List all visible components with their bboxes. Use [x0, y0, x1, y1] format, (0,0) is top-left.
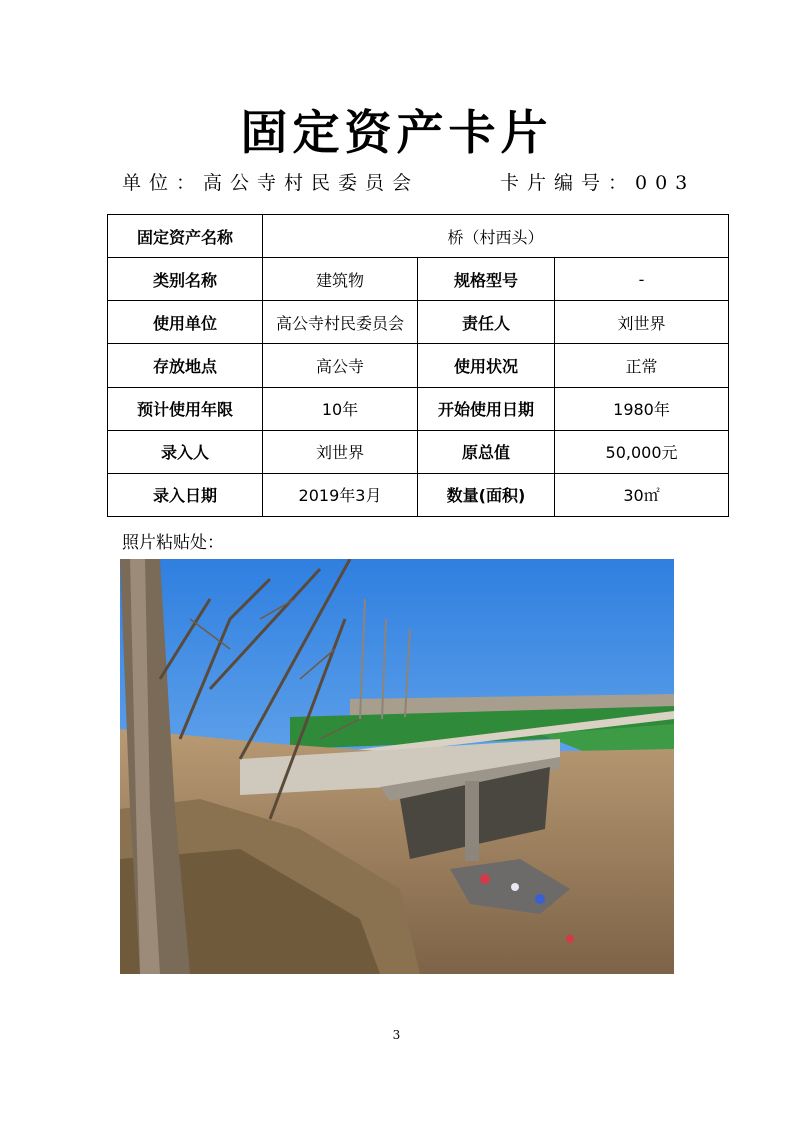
asset-name-value: 桥（村西头）	[263, 215, 729, 258]
table-row	[108, 215, 729, 258]
unit-label: 单位：高公寺村民委员会	[122, 172, 420, 194]
asset-photo	[120, 559, 674, 974]
quantity-label: 数量(面积)	[418, 473, 555, 516]
table-row	[108, 387, 729, 430]
category-label: 类别名称	[108, 258, 263, 301]
entered-by-value: 刘世界	[263, 430, 418, 473]
responsible-value: 刘世界	[555, 301, 729, 344]
original-value-value: 50,000元	[555, 430, 729, 473]
original-value-label: 原总值	[418, 430, 555, 473]
entry-date-value: 2019年3月	[263, 473, 418, 516]
photo-label: 照片粘贴处：	[122, 533, 224, 553]
page-title: 固定资产卡片	[240, 106, 553, 161]
status-label: 使用状况	[418, 344, 555, 387]
entry-date-label: 录入日期	[108, 473, 263, 516]
category-value: 建筑物	[263, 258, 418, 301]
start-date-label: 开始使用日期	[418, 387, 555, 430]
location-label: 存放地点	[108, 344, 263, 387]
table-row	[108, 258, 729, 301]
start-date-value: 1980年	[555, 387, 729, 430]
life-value: 10年	[263, 387, 418, 430]
table-row	[108, 301, 729, 344]
spec-label: 规格型号	[418, 258, 555, 301]
responsible-label: 责任人	[418, 301, 555, 344]
user-unit-value: 高公寺村民委员会	[263, 301, 418, 344]
spec-value: -	[555, 258, 729, 301]
quantity-value: 30㎡	[555, 473, 729, 516]
asset-table	[107, 214, 729, 517]
asset-name-label: 固定资产名称	[108, 215, 263, 258]
user-unit-label: 使用单位	[108, 301, 263, 344]
table-row	[108, 430, 729, 473]
location-value: 高公寺	[263, 344, 418, 387]
status-value: 正常	[555, 344, 729, 387]
life-label: 预计使用年限	[108, 387, 263, 430]
entered-by-label: 录入人	[108, 430, 263, 473]
table-row	[108, 344, 729, 387]
table-row	[108, 473, 729, 516]
card-number: 卡片编号：003	[500, 172, 696, 194]
page-number: 3	[392, 1028, 401, 1042]
